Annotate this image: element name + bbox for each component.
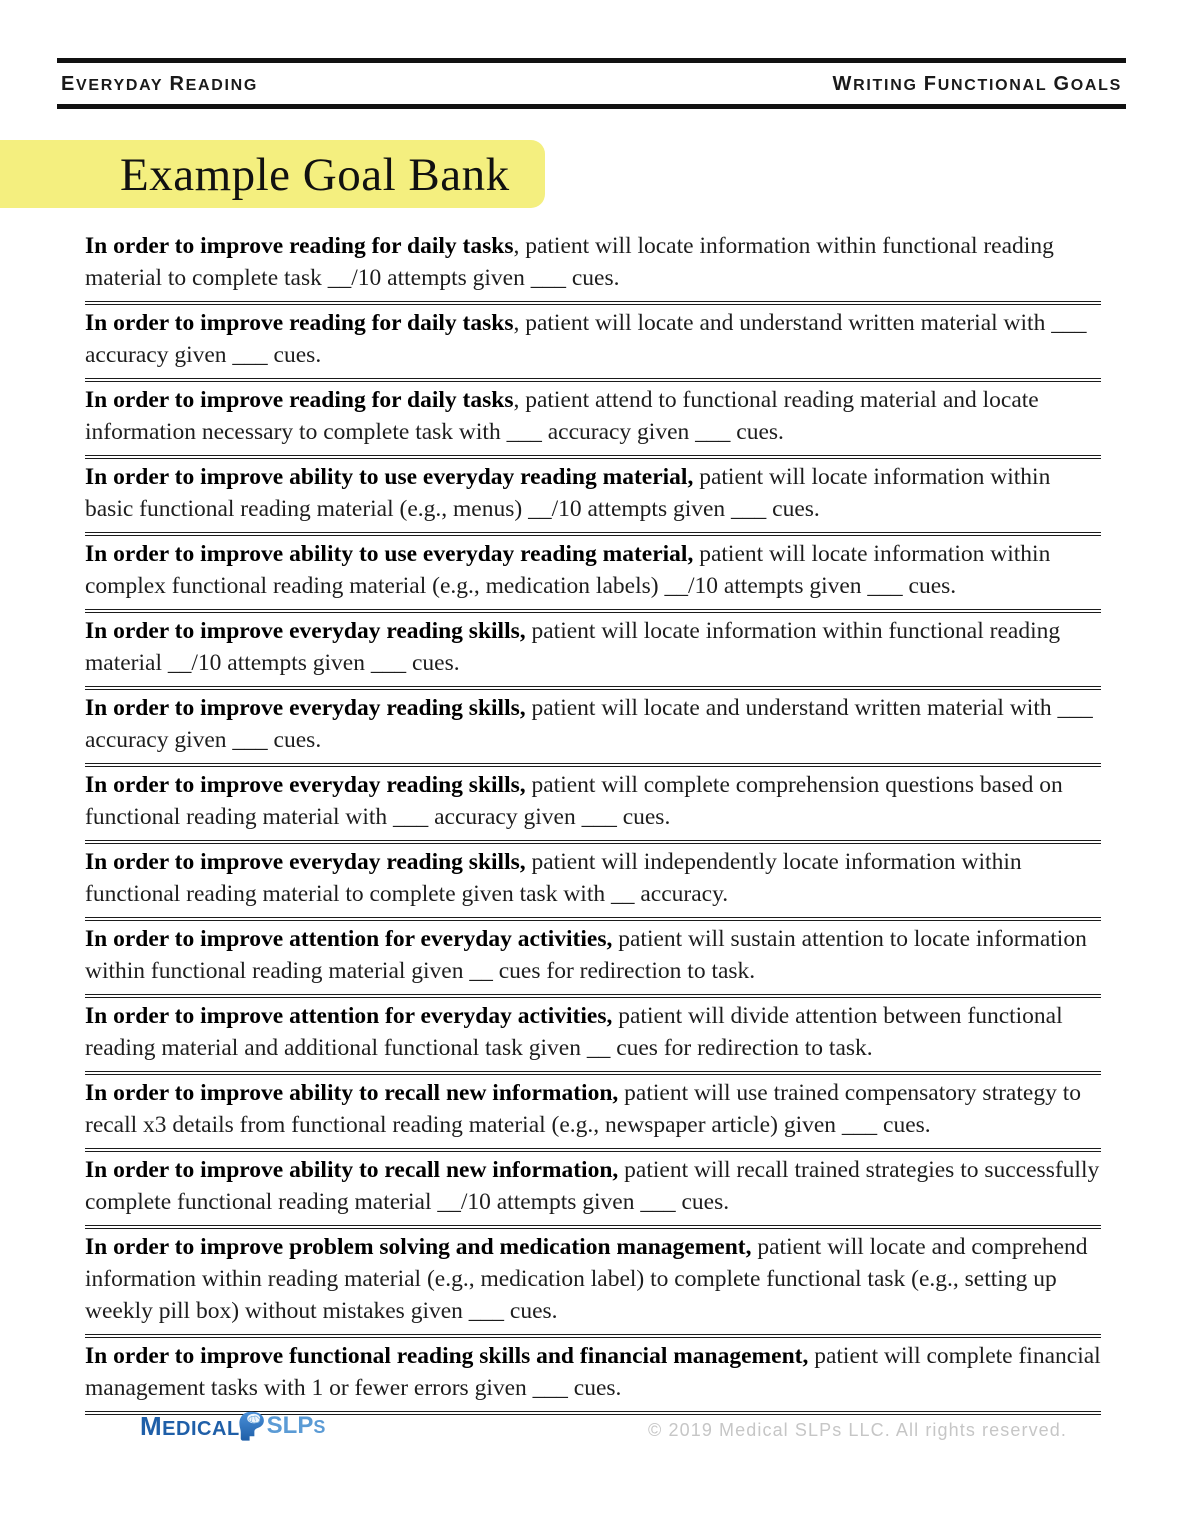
goal-row [85, 1152, 1101, 1229]
header-left-label [61, 73, 258, 96]
goal-body: patient will complete comprehension questions based on functional reading material with ___ accuracy given ___ cues. [85, 772, 1063, 830]
goal-text [85, 1000, 1101, 1064]
goal-text [85, 1154, 1101, 1218]
goal-body: patient will recall trained strategies to successfully complete functional reading material __/10 attempts given ___ cues. [85, 1157, 1100, 1215]
goal-body: patient will complete financial management tasks with 1 or fewer errors given ___ cues. [85, 1343, 1101, 1401]
goal-body: patient will independently locate information within functional reading material to complete given task with __ accuracy. [85, 849, 1022, 907]
goal-prefix: In order to improve everyday reading skills, [85, 849, 526, 875]
header-bottom-rule [57, 104, 1126, 109]
goal-prefix: In order to improve ability to use everyday reading material, [85, 464, 694, 490]
goal-row [85, 1229, 1101, 1338]
goal-prefix: In order to improve functional reading skills and financial management, [85, 1343, 809, 1369]
copyright-text: © 2019 Medical SLPs LLC. All rights reserved. [648, 1420, 1067, 1440]
goal-text [85, 846, 1101, 910]
goal-prefix: In order to improve problem solving and medication management, [85, 1234, 752, 1260]
goal-bank-list [85, 228, 1101, 1415]
goal-prefix: In order to improve ability to use everyday reading material, [85, 541, 694, 567]
goal-row [85, 844, 1101, 921]
goal-body: , patient will locate and understand written material with ___ accuracy given ___ cues. [85, 310, 1087, 368]
goal-text [85, 1340, 1101, 1404]
goal-row [85, 536, 1101, 613]
page-header [57, 58, 1126, 109]
goal-text [85, 384, 1101, 448]
goal-prefix: In order to improve attention for everyday activities, [85, 1003, 613, 1029]
logo-slps-wordmark: SLPS [266, 1412, 326, 1439]
header-right-label-text: WRITING FUNCTIONAL GOALS [832, 73, 1122, 95]
goal-text [85, 692, 1101, 756]
goal-body: , patient will locate information within functional reading material to complete task __/10 attempts given ___ cues. [85, 233, 1054, 291]
goal-prefix: In order to improve reading for daily tasks [85, 233, 514, 259]
goal-text [85, 461, 1101, 525]
goal-body: patient will locate information within complex functional reading material (e.g., medication labels) __/10 attempts given ___ cues. [85, 541, 1051, 599]
goal-row [85, 305, 1101, 382]
goal-row [85, 690, 1101, 767]
goal-body: patient will locate information within functional reading material __/10 attempts given ___ cues. [85, 618, 1061, 676]
goal-text [85, 538, 1101, 602]
goal-text [85, 615, 1101, 679]
goal-body: , patient attend to functional reading material and locate information necessary to complete task with ___ accuracy given ___ cues. [85, 387, 1039, 445]
goal-prefix: In order to improve ability to recall new information, [85, 1080, 619, 1106]
goal-text [85, 230, 1101, 294]
header-row [57, 63, 1126, 104]
goal-text [85, 1077, 1101, 1141]
goal-prefix: In order to improve everyday reading skills, [85, 618, 526, 644]
goal-prefix: In order to improve reading for daily tasks [85, 310, 514, 336]
page-title: Example Goal Bank [120, 149, 510, 201]
medical-slps-logo [140, 1406, 325, 1446]
goal-text [85, 923, 1101, 987]
goal-prefix: In order to improve ability to recall new information, [85, 1157, 619, 1183]
goal-row [85, 228, 1101, 305]
goal-body: patient will locate and understand written material with ___ accuracy given ___ cues. [85, 695, 1093, 753]
goal-text [85, 307, 1101, 371]
goal-text [85, 1231, 1101, 1327]
header-right-label [833, 73, 1122, 96]
goal-body: patient will locate information within basic functional reading material (e.g., menus) __/10 attempts given ___ cues. [85, 464, 1051, 522]
page-footer [0, 1398, 1187, 1478]
goal-prefix: In order to improve everyday reading skills, [85, 695, 526, 721]
goal-row [85, 998, 1101, 1075]
goal-text [85, 769, 1101, 833]
goal-row [85, 382, 1101, 459]
goal-row [85, 613, 1101, 690]
goal-body: patient will use trained compensatory strategy to recall x3 details from functional reading material (e.g., newspaper article) given ___ cues. [85, 1080, 1081, 1138]
goal-body: patient will divide attention between functional reading material and additional functional task given __ cues for redirection to task. [85, 1003, 1063, 1061]
goal-prefix: In order to improve everyday reading skills, [85, 772, 526, 798]
head-brain-icon [236, 1409, 270, 1443]
goal-prefix: In order to improve reading for daily tasks [85, 387, 514, 413]
goal-body: patient will sustain attention to locate information within functional reading material given __ cues for redirection to task. [85, 926, 1087, 984]
header-left-label-text: EVERYDAY READING [61, 73, 259, 95]
goal-row [85, 1075, 1101, 1152]
logo-medical-wordmark: MEDICAL [140, 1410, 240, 1441]
goal-row [85, 921, 1101, 998]
goal-body: patient will locate and comprehend information within reading material (e.g., medication label) to complete functional task (e.g., setting up weekly pill box) without mistakes given ___ cues. [85, 1234, 1088, 1324]
goal-prefix: In order to improve attention for everyday activities, [85, 926, 613, 952]
goal-row [85, 767, 1101, 844]
goal-row [85, 459, 1101, 536]
